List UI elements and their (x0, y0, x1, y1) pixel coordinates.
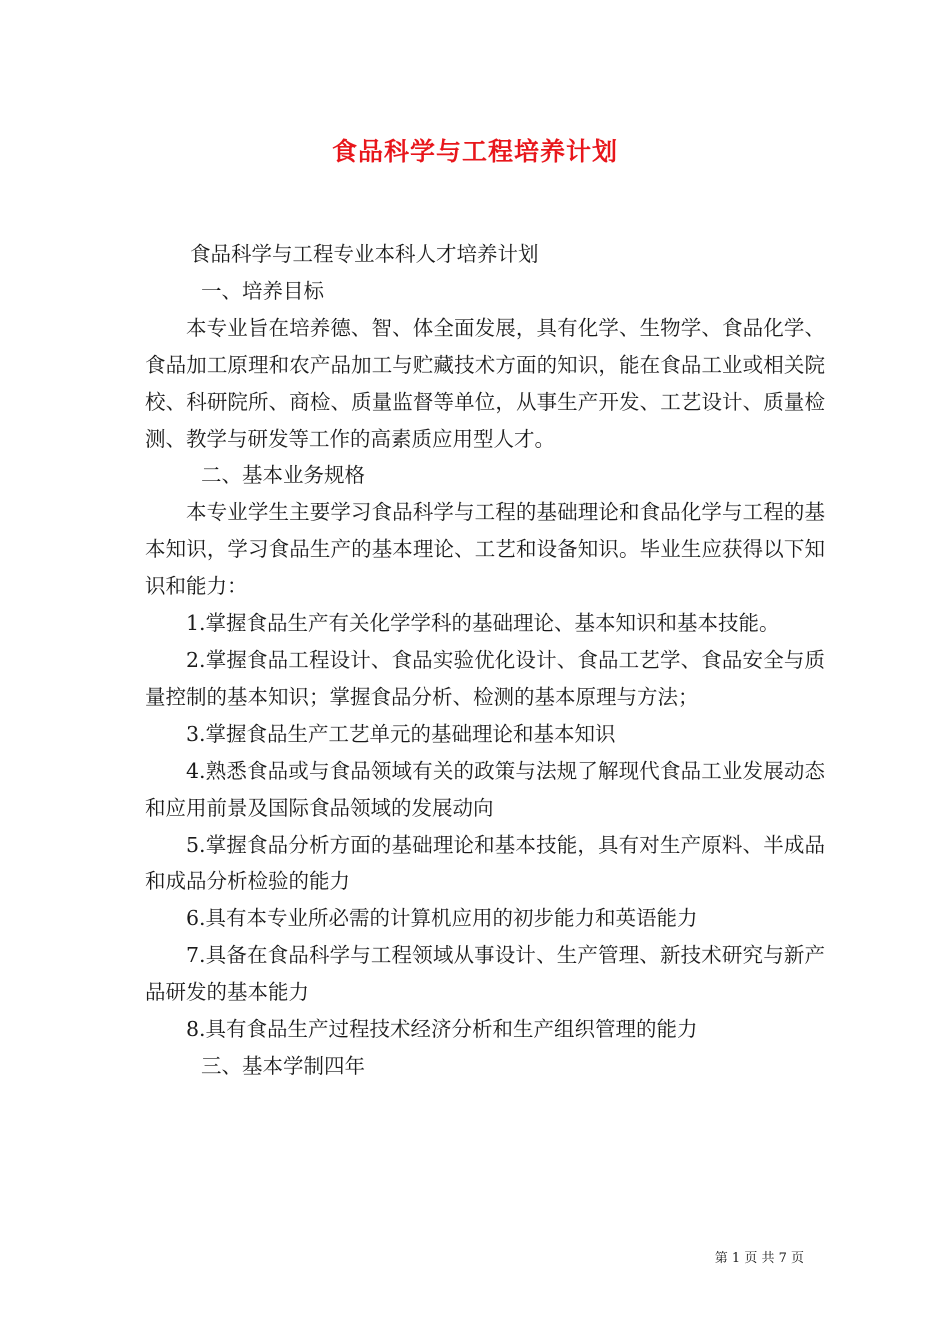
document-subtitle: 食品科学与工程专业本科人才培养计划 (190, 242, 539, 266)
section-heading: 二、基本业务规格 (201, 463, 365, 488)
paragraph: 7.具备在食品科学与工程领域从事设计、生产管理、新技术研究与新产品研发的基本能力 (145, 943, 825, 1005)
paragraph: 1.掌握食品生产有关化学学科的基础理论、基本知识和基本技能。 (186, 611, 780, 636)
page-number: 第 1 页 共 7 页 (714, 1251, 804, 1266)
paragraph: 本专业旨在培养德、智、体全面发展，具有化学、生物学、食品化学、食品加工原理和农产品加工与贮藏技术方面的知识，能在食品工业或相关院校、科研院所、商检、质量监督等单位，从事生产开发、工艺设计、质量检测、教学与研发等工作的高素质应用型人才。 (145, 315, 825, 451)
paragraph: 2.掌握食品工程设计、食品实验优化设计、食品工艺学、食品安全与质量控制的基本知识；掌握食品分析、检测的基本原理与方法； (145, 647, 825, 709)
paragraph: 本专业学生主要学习食品科学与工程的基础理论和食品化学与工程的基本知识，学习食品生产的基本理论、工艺和设备知识。毕业生应获得以下知识和能力： (145, 500, 825, 599)
paragraph: 4.熟悉食品或与食品领域有关的政策与法规了解现代食品工业发展动态和应用前景及国际食品领域的发展动向 (145, 758, 825, 820)
paragraph-list (145, 273, 825, 1085)
paragraph: 8.具有食品生产过程技术经济分析和生产组织管理的能力 (186, 1017, 698, 1042)
document-body (145, 236, 825, 1085)
paragraph: 5.掌握食品分析方面的基础理论和基本技能，具有对生产原料、半成品和成品分析检验的能力 (145, 832, 825, 894)
section-heading: 三、基本学制四年 (201, 1053, 365, 1078)
paragraph: 6.具有本专业所必需的计算机应用的初步能力和英语能力 (186, 906, 698, 931)
paragraph: 3.掌握食品生产工艺单元的基础理论和基本知识 (186, 721, 616, 746)
document-title: 食品科学与工程培养计划 (331, 137, 618, 166)
section-heading: 一、培养目标 (201, 278, 324, 303)
